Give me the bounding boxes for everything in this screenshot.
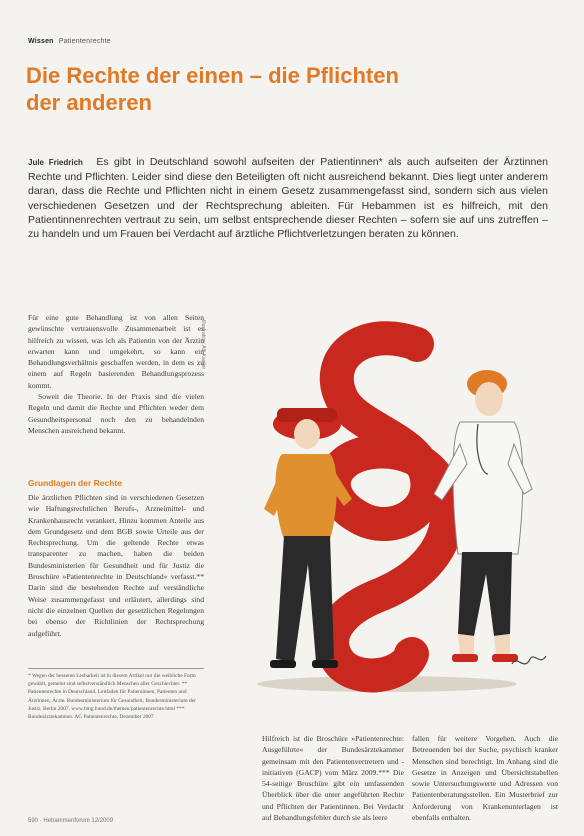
- page-footer: 590 · Hebammenforum 12/2009: [28, 818, 114, 824]
- section-kicker: [28, 38, 111, 45]
- column-3: fallen für weitere Vorgehen. Auch die Betreuenden bei der Suche, psychisch kranker Menschen sind berechtigt. Im Anhang sind die Gesetze in Anzeigen und Übersichtstabellen sowie Untersuchungswerte und Adressen von Patientenberatungsstellen. Ein Musterbrief zur Anforderung von Krankenunterlagen ist ebenfalls enthalten.: [412, 734, 558, 823]
- paragraph: Soweit die Theorie. In der Praxis sind die vielen Regeln und damit die Rechte und Pflichten weder dem Gesundheitspersonal noch den zu behandelnden Menschen ausreichend bekannt.: [28, 392, 204, 435]
- title-line-1: Die Rechte der einen – die Pflichten: [26, 63, 399, 88]
- article-title: [26, 62, 546, 116]
- column-2: Hilfreich ist die Broschüre »Patientenrechte: Ausgeführte« der Bundesärztekammer gemeinsam mit den Patientenvertretern und -initiativen (GACP) vom März 2009.*** Die 54-seitige Broschüre gibt ein umfassenden Überblick über die unter angeführten Rechte und Pflichten der Patientinnen. Bei Verdacht auf Behandlungsfehler durch sie als leere: [262, 734, 404, 823]
- author-name: Jule Friedrich: [28, 158, 83, 167]
- illustration-credit: Illustration: Alfi Kastler: [200, 320, 206, 370]
- topic-label: Patientenrechte: [58, 38, 111, 45]
- column-1-intro: [28, 312, 204, 436]
- paragraph: Für eine gute Behandlung ist von allen Seiten gewünschte vertrauensvolle Zusammenarbeit ist es hilfreich zu wissen, was ich als Patientin von der Ärztin erwarten kann und umgekehrt, so kann ein Behandlungsverhältnis geschaffen werden, in dem es zu einem auf Regeln basierenden Behandlungsprozess kommt.: [28, 313, 204, 390]
- title-line-2: der anderen: [26, 90, 152, 115]
- illustration-paragraph-sign: [212, 304, 562, 704]
- footnote-divider: [28, 668, 204, 669]
- column-1-body: Die ärztlichen Pflichten sind in verschiedenen Gesetzen wie Haftungsrechtlichen Berufs-, Arzneimittel- und Krankenhausrecht verankert. Hinzu kommen Anteile aus dem Grundgesetz und dem BGB sowie Urteile aus der Rechtsprechung. Um die geltende Rechte etwas transparenter zu machen, haben die beiden Bundesministerien für Gesundheit und für Justiz die Broschüre »Patientenrechte in Deutschland« verfasst.** Darin sind die bestehenden Rechte auf verständliche Weise zusammengefasst und erläutert, allerdings sind nicht die einzelnen Quellen der gesetzlichen Regelungen bei ebenso der Richtlinien der Rechtsprechung aufgeführt.: [28, 493, 204, 638]
- footnotes: * Wegen der besseren Lesbarkeit ist in diesem Artikel nur die weibliche Form gewählt, gemeint sind selbstverständlich Menschen aller Geschlechter. ** Patientenrechte in Deutschland. Leitfaden für Patientinnen, Patienten und Ärztinnen, Ärzte. Bundesministerium für Gesundheit, Bundesministerium der Justiz, Berlin 2007. www.bmg.bund.de/themen/patientenrechte.html *** Bundesärztekammer. AG Patientenrechte, Dezember 2007: [28, 673, 196, 721]
- lead-text: Es gibt in Deutschland sowohl aufseiten der Patientinnen* als auch aufseiten der Ärztinnen Rechte und Pflichten. Leider sind diese den Beteiligten oft nicht ausreichend bekannt. Dies liegt unter anderem daran, dass die Rechte und Pflichten nicht in einem Gesetz zusammengefasst sind, sondern sich aus vielen verschiedenen Gesetzen und der Rechtsprechung ableiten. Für Hebammen ist es hilfreich, mit den Patientinnenrechten vertraut zu sein, um selbst entsprechende dieser Rechten – sofern sie auf uns zutreffen – zu handeln und um Frauen bei Verdacht auf ärztliche Pflichtverletzungen beraten zu können.: [28, 156, 548, 241]
- lead-paragraph: [28, 155, 548, 241]
- section-label: Wissen: [28, 38, 54, 45]
- subheading: Grundlagen der Rechte: [28, 478, 122, 488]
- paragraph-symbol: [332, 330, 447, 675]
